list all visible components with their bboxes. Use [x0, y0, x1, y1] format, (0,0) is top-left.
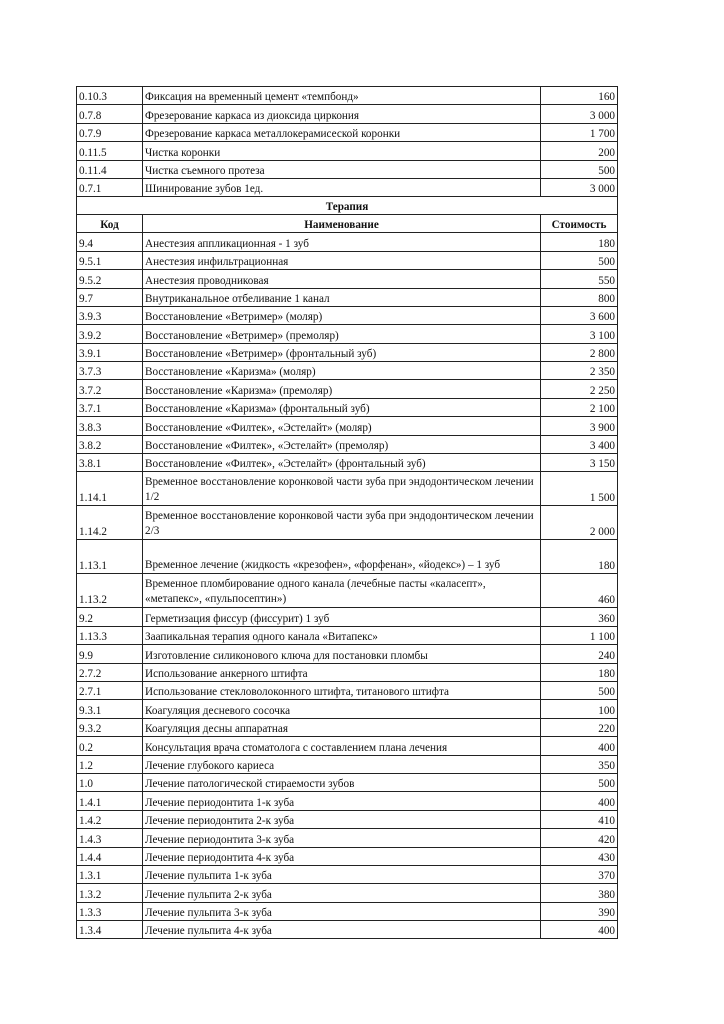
- row-price: 410: [541, 810, 618, 828]
- row-name: Временное восстановление коронковой части зуба при эндодонтическом лечении 1/2: [143, 472, 541, 506]
- row-name: Восстановление «Филтек», «Эстелайт» (фронтальный зуб): [143, 454, 541, 472]
- row-name: Восстановление «Филтек», «Эстелайт» (премоляр): [143, 435, 541, 453]
- row-code: 0.7.9: [77, 123, 143, 141]
- table-row: [77, 700, 618, 718]
- row-name: Лечение пульпита 1-к зуба: [143, 865, 541, 883]
- row-name: Фрезерование каркаса металлокерамисеской коронки: [143, 123, 541, 141]
- row-price: 2 250: [541, 380, 618, 398]
- row-price: 400: [541, 737, 618, 755]
- table-row: [77, 435, 618, 453]
- table-row: [77, 160, 618, 178]
- table-row: [77, 902, 618, 920]
- table-row: [77, 87, 618, 105]
- row-name: Коагуляция десны аппаратная: [143, 718, 541, 736]
- table-row: [77, 737, 618, 755]
- table-row: [77, 472, 618, 506]
- row-price: 500: [541, 681, 618, 699]
- row-code: 1.3.1: [77, 865, 143, 883]
- row-price: 500: [541, 160, 618, 178]
- table-row: [77, 681, 618, 699]
- table-row: [77, 233, 618, 251]
- table-row: [77, 540, 618, 574]
- row-price: 380: [541, 884, 618, 902]
- row-price: 420: [541, 829, 618, 847]
- table-row: [77, 810, 618, 828]
- row-code: 9.2: [77, 608, 143, 626]
- row-code: 9.3.2: [77, 718, 143, 736]
- row-name: Лечение периодонтита 2-к зуба: [143, 810, 541, 828]
- row-code: 1.4.2: [77, 810, 143, 828]
- row-code: 3.7.1: [77, 398, 143, 416]
- row-code: 1.13.2: [77, 574, 143, 608]
- row-code: 0.7.1: [77, 178, 143, 196]
- row-code: 0.11.5: [77, 142, 143, 160]
- row-name: Лечение пульпита 3-к зуба: [143, 902, 541, 920]
- table-row: [77, 270, 618, 288]
- row-code: 3.8.1: [77, 454, 143, 472]
- row-code: 1.13.3: [77, 626, 143, 644]
- row-code: 3.8.2: [77, 435, 143, 453]
- row-name: Восстановление «Филтек», «Эстелайт» (моляр): [143, 417, 541, 435]
- row-price: 3 900: [541, 417, 618, 435]
- row-name: Коагуляция десневого сосочка: [143, 700, 541, 718]
- table-row: [77, 380, 618, 398]
- row-name: Лечение периодонтита 4-к зуба: [143, 847, 541, 865]
- row-price: 390: [541, 902, 618, 920]
- row-code: 1.2: [77, 755, 143, 773]
- table-row: [77, 325, 618, 343]
- table-row: [77, 506, 618, 540]
- table-row: [77, 574, 618, 608]
- row-name: Восстановление «Ветример» (премоляр): [143, 325, 541, 343]
- row-price: 220: [541, 718, 618, 736]
- row-price: 2 000: [541, 506, 618, 540]
- row-name: Временное восстановление коронковой части зуба при эндодонтическом лечении 2/3: [143, 506, 541, 540]
- row-code: 3.9.1: [77, 343, 143, 361]
- header-price: Стоимость: [541, 215, 618, 233]
- row-code: 1.14.1: [77, 472, 143, 506]
- row-code: 0.10.3: [77, 87, 143, 105]
- row-code: 9.5.1: [77, 251, 143, 269]
- table-row: [77, 343, 618, 361]
- row-name: Консультация врача стоматолога с составлением плана лечения: [143, 737, 541, 755]
- section-title-row: [77, 197, 618, 215]
- table-row: [77, 398, 618, 416]
- row-name: Лечение пульпита 2-к зуба: [143, 884, 541, 902]
- row-code: 9.5.2: [77, 270, 143, 288]
- table-row: [77, 105, 618, 123]
- row-price: 2 350: [541, 362, 618, 380]
- row-code: 1.3.2: [77, 884, 143, 902]
- section-title: Терапия: [77, 197, 618, 215]
- row-name: Восстановление «Каризма» (моляр): [143, 362, 541, 380]
- table-row: [77, 865, 618, 883]
- row-price: 1 100: [541, 626, 618, 644]
- row-code: 0.11.4: [77, 160, 143, 178]
- row-code: 1.14.2: [77, 506, 143, 540]
- table-row: [77, 417, 618, 435]
- row-name: Фиксация на временный цемент «темпбонд»: [143, 87, 541, 105]
- table-row: [77, 792, 618, 810]
- row-price: 1 700: [541, 123, 618, 141]
- row-price: 3 600: [541, 306, 618, 324]
- row-code: 1.3.3: [77, 902, 143, 920]
- row-price: 350: [541, 755, 618, 773]
- row-code: 3.9.3: [77, 306, 143, 324]
- row-price: 800: [541, 288, 618, 306]
- table-row: [77, 608, 618, 626]
- row-name: Лечение пульпита 4-к зуба: [143, 921, 541, 939]
- row-name: Восстановление «Ветример» (фронтальный зуб): [143, 343, 541, 361]
- table-row: [77, 884, 618, 902]
- table-row: [77, 829, 618, 847]
- table-row: [77, 306, 618, 324]
- row-code: 9.3.1: [77, 700, 143, 718]
- header-name: Наименование: [143, 215, 541, 233]
- row-name: Восстановление «Ветример» (моляр): [143, 306, 541, 324]
- row-name: Лечение глубокого кариеса: [143, 755, 541, 773]
- header-code: Код: [77, 215, 143, 233]
- row-code: 9.4: [77, 233, 143, 251]
- row-price: 2 100: [541, 398, 618, 416]
- row-price: 400: [541, 792, 618, 810]
- row-code: 1.0: [77, 773, 143, 791]
- row-code: 3.8.3: [77, 417, 143, 435]
- row-price: 2 800: [541, 343, 618, 361]
- row-code: 0.2: [77, 737, 143, 755]
- column-header-row: [77, 215, 618, 233]
- row-price: 100: [541, 700, 618, 718]
- row-name: Временное пломбирование одного канала (лечебные пасты «каласепт», «метапекс», «пульпосептин»): [143, 574, 541, 608]
- row-price: 430: [541, 847, 618, 865]
- row-price: 3 400: [541, 435, 618, 453]
- table-row: [77, 755, 618, 773]
- row-price: 3 150: [541, 454, 618, 472]
- row-name: Анестезия инфильтрационная: [143, 251, 541, 269]
- row-code: 2.7.1: [77, 681, 143, 699]
- row-name: Герметизация фиссур (фиссурит) 1 зуб: [143, 608, 541, 626]
- table-row: [77, 773, 618, 791]
- row-price: 500: [541, 251, 618, 269]
- row-price: 3 100: [541, 325, 618, 343]
- row-name: Восстановление «Каризма» (фронтальный зуб): [143, 398, 541, 416]
- row-code: 3.7.2: [77, 380, 143, 398]
- row-code: 1.13.1: [77, 540, 143, 574]
- row-name: Анестезия аппликационная - 1 зуб: [143, 233, 541, 251]
- table-row: [77, 921, 618, 939]
- table-row: [77, 645, 618, 663]
- table-row: [77, 288, 618, 306]
- table-row: [77, 454, 618, 472]
- row-price: 180: [541, 663, 618, 681]
- section-header: [77, 197, 618, 233]
- row-price: 200: [541, 142, 618, 160]
- row-price: 180: [541, 540, 618, 574]
- row-name: Лечение периодонтита 3-к зуба: [143, 829, 541, 847]
- row-name: Заапикальная терапия одного канала «Витапекс»: [143, 626, 541, 644]
- table-row: [77, 142, 618, 160]
- row-name: Шинирование зубов 1ед.: [143, 178, 541, 196]
- row-name: Лечение периодонтита 1-к зуба: [143, 792, 541, 810]
- row-name: Временное лечение (жидкость «крезофен», «форфенан», «йодекс») – 1 зуб: [143, 540, 541, 574]
- row-code: 1.4.4: [77, 847, 143, 865]
- row-price: 3 000: [541, 105, 618, 123]
- row-code: 1.4.1: [77, 792, 143, 810]
- row-price: 500: [541, 773, 618, 791]
- row-code: 0.7.8: [77, 105, 143, 123]
- row-price: 3 000: [541, 178, 618, 196]
- row-name: Чистка коронки: [143, 142, 541, 160]
- row-price: 460: [541, 574, 618, 608]
- price-table: [76, 86, 618, 939]
- table-row: [77, 178, 618, 196]
- row-name: Изготовление силиконового ключа для постановки пломбы: [143, 645, 541, 663]
- row-code: 3.7.3: [77, 362, 143, 380]
- table-row: [77, 718, 618, 736]
- therapy-rows: [77, 233, 618, 939]
- row-price: 370: [541, 865, 618, 883]
- row-price: 240: [541, 645, 618, 663]
- table-row: [77, 362, 618, 380]
- row-name: Использование анкерного штифта: [143, 663, 541, 681]
- row-price: 550: [541, 270, 618, 288]
- row-name: Использование стекловолоконного штифта, титанового штифта: [143, 681, 541, 699]
- row-name: Внутриканальное отбеливание 1 канал: [143, 288, 541, 306]
- row-name: Восстановление «Каризма» (премоляр): [143, 380, 541, 398]
- row-price: 160: [541, 87, 618, 105]
- row-code: 1.4.3: [77, 829, 143, 847]
- top-rows: [77, 87, 618, 197]
- row-code: 2.7.2: [77, 663, 143, 681]
- table-row: [77, 626, 618, 644]
- row-name: Лечение патологической стираемости зубов: [143, 773, 541, 791]
- row-price: 360: [541, 608, 618, 626]
- table-row: [77, 847, 618, 865]
- row-price: 180: [541, 233, 618, 251]
- table-row: [77, 123, 618, 141]
- row-name: Фрезерование каркаса из диоксида циркония: [143, 105, 541, 123]
- row-name: Чистка съемного протеза: [143, 160, 541, 178]
- row-code: 1.3.4: [77, 921, 143, 939]
- row-code: 3.9.2: [77, 325, 143, 343]
- row-code: 9.9: [77, 645, 143, 663]
- row-code: 9.7: [77, 288, 143, 306]
- row-price: 1 500: [541, 472, 618, 506]
- row-price: 400: [541, 921, 618, 939]
- table-row: [77, 663, 618, 681]
- table-row: [77, 251, 618, 269]
- row-name: Анестезия проводниковая: [143, 270, 541, 288]
